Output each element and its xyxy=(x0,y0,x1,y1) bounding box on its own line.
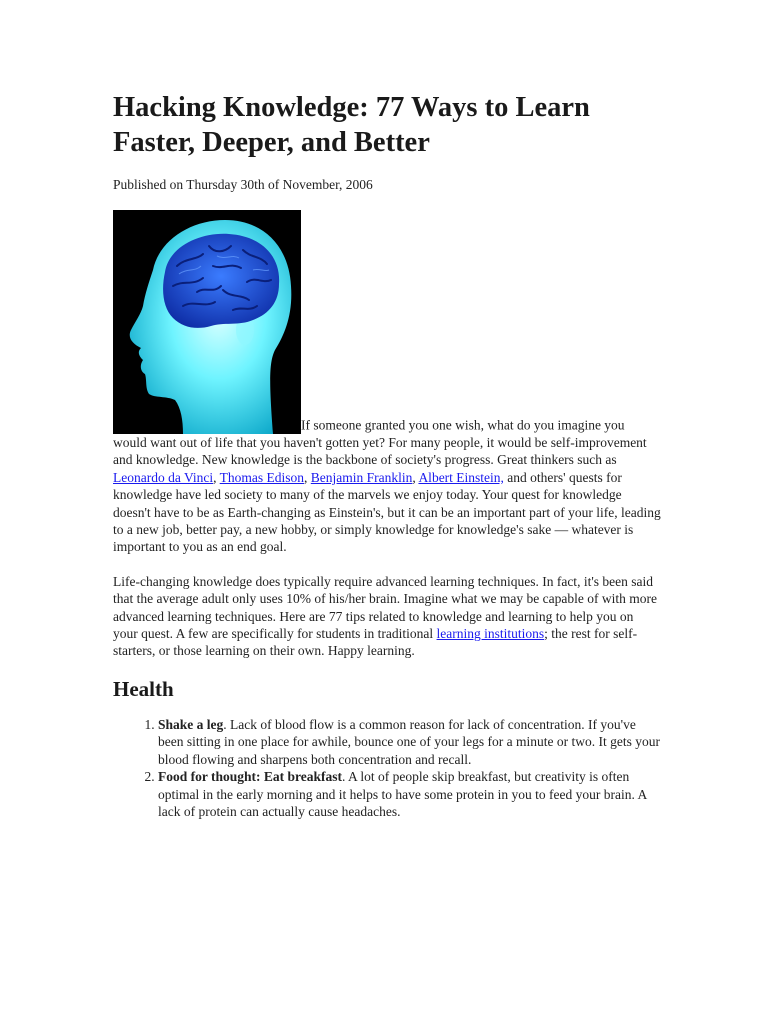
tip-text: . Lack of blood flow is a common reason for lack of concentration. If you've been sitting in one place for awhile, bounce one of your legs for a minute or two. It gets your blood flowing and sharpens both concentration and recall. xyxy=(158,716,660,767)
link-albert-einstein[interactable]: Albert Einstein, xyxy=(418,469,504,485)
list-item xyxy=(158,768,661,820)
published-date: Published on Thursday 30th of November, 2006 xyxy=(113,177,373,192)
link-leonardo-da-vinci[interactable]: Leonardo da Vinci xyxy=(113,469,214,485)
intro-paragraph: If someone granted you one wish, what do you imagine you would want out of life that you haven't gotten yet? For many people, it would be self-improvement and knowledge. New knowledge is the backbone of society's progress. Great thinkers such as Leonardo da Vinci, Thomas Edison, Benjamin Franklin, Albert Einstein, and others' quests for knowledge have led society to many of the marvels we enjoy today. Your quest for knowledge doesn't have to be as Earth-changing as Einstein's, but it can be an important part of your life, leading to a new job, better pay, a new hobby, or simply knowledge for knowledge's sake — whatever is important to you as an end goal. xyxy=(113,210,661,556)
tip-title: Food for thought: Eat breakfast xyxy=(158,769,343,785)
tip-text: . A lot of people skip breakfast, but creativity is often optimal in the early morning and it helps to have some protein in you to feed your brain. A lack of protein can actually cause headaches. xyxy=(158,769,647,819)
article-title: Hacking Knowledge: 77 Ways to Learn Faster, Deeper, and Better xyxy=(113,92,590,158)
second-paragraph: Life-changing knowledge does typically require advanced learning techniques. In fact, it's been said that the average adult only uses 10% of his/her brain. Imagine what we may be capable of with more advanced learning techniques. Here are 77 tips related to knowledge and learning to help you on your quest. A few are specifically for students in traditional learning institutions; the rest for self-starters, or those learning on their own. Happy learning. xyxy=(113,573,657,659)
list-item xyxy=(158,716,661,768)
link-thomas-edison[interactable]: Thomas Edison xyxy=(219,469,305,485)
health-tips-list xyxy=(113,716,661,820)
article xyxy=(113,90,661,820)
brain-head-icon xyxy=(113,210,301,434)
link-benjamin-franklin[interactable]: Benjamin Franklin xyxy=(310,469,413,485)
tip-title: Shake a leg xyxy=(158,716,224,732)
link-learning-institutions[interactable]: learning institutions xyxy=(436,626,545,642)
section-heading-health: Health xyxy=(113,676,174,701)
